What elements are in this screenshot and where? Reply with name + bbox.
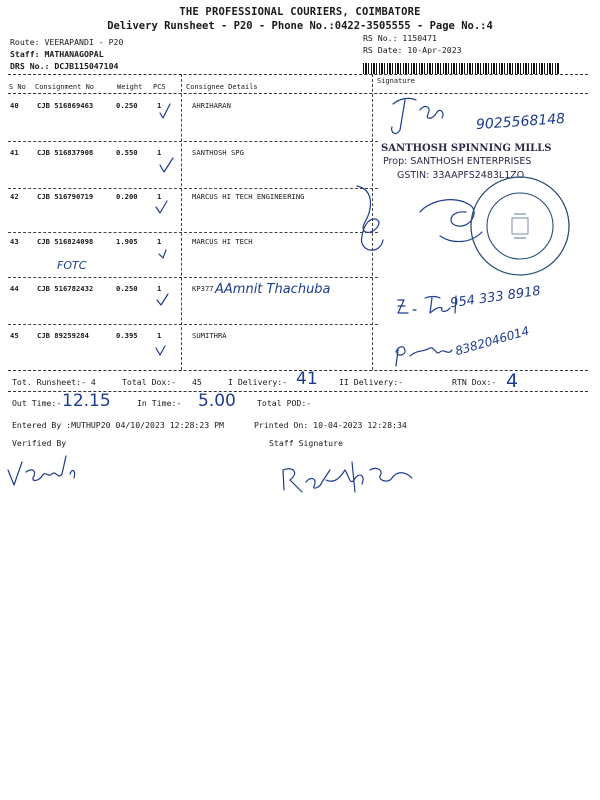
cell-sno: 41	[10, 148, 19, 157]
stamp-emblem-icon	[512, 218, 528, 234]
cell-weight: 0.200	[116, 192, 138, 201]
cell-pcs: 1	[157, 101, 162, 110]
tick-mark-icon	[160, 104, 170, 118]
total-dox-label: Total Dox:-	[122, 377, 177, 387]
signature-scribble	[420, 200, 482, 242]
stamp-gstin: GSTIN: 33AAPFS2483L1ZO	[397, 170, 525, 181]
rs-date: RS Date: 10-Apr-2023	[363, 45, 462, 55]
cell-consignment: CJB 516837908	[37, 148, 94, 157]
out-time-value: 12.15	[62, 391, 111, 411]
cell-weight: 0.550	[116, 148, 138, 157]
rtn-dox-value: 4	[506, 370, 519, 392]
stamp-company: SANTHOSH SPINNING MILLS	[381, 143, 552, 154]
signature-scribble	[8, 456, 75, 485]
round-stamp	[471, 177, 569, 275]
tick-mark-icon	[159, 250, 166, 258]
header-consignee: Consignee Details	[186, 83, 258, 91]
in-time-label: In Time:-	[137, 398, 182, 408]
rs-number: RS No.: 1150471	[363, 33, 437, 43]
cell-pcs: 1	[157, 192, 162, 201]
signature-scribble	[398, 296, 456, 313]
signature-scribble	[396, 347, 452, 366]
tick-mark-icon	[156, 201, 167, 213]
cell-pcs: 1	[157, 237, 162, 246]
staff-label: Staff: MATHANAGOPAL	[10, 49, 104, 59]
signature-scribble	[357, 186, 383, 250]
cell-weight: 0.395	[116, 331, 138, 340]
cell-consignee: KP377	[192, 284, 214, 293]
cell-consignment: CJB 516782432	[37, 284, 94, 293]
total-runsheet: Tot. Runsheet:- 4	[12, 377, 96, 387]
cell-weight: 0.250	[116, 284, 138, 293]
handwritten-receiver-name: AAmnit Thachuba	[215, 282, 331, 297]
i-delivery-label: I Delivery:-	[228, 377, 288, 387]
cell-weight: 0.250	[116, 101, 138, 110]
cell-pcs: 1	[157, 331, 162, 340]
handwritten-phone: 954 333 8918	[449, 283, 542, 312]
cell-weight: 1.905	[116, 237, 138, 246]
cell-consignee: SANTHOSH SPG	[192, 148, 244, 157]
cell-sno: 45	[10, 331, 19, 340]
verified-by-label: Verified By	[12, 438, 67, 448]
cell-consignment: CJB 516790719	[37, 192, 94, 201]
header-signature: Signature	[377, 77, 415, 85]
document-subtitle: Delivery Runsheet - P20 - Phone No.:0422-3505555 - Page No.:4	[107, 20, 493, 32]
entered-by: Entered By :MUTHUP20 04/10/2023 12:28:23 PM	[12, 420, 224, 430]
cell-sno: 42	[10, 192, 19, 201]
drs-number: DRS No.: DCJB115047104	[10, 61, 119, 71]
handwritten-phone: 8382046014	[453, 323, 531, 359]
tick-mark-icon	[156, 346, 165, 355]
cell-pcs: 1	[157, 148, 162, 157]
signature-scribble	[392, 98, 443, 133]
i-delivery-value: 41	[296, 369, 318, 389]
cell-consignee: MARCUS HI TECH ENGINEERING	[192, 192, 305, 201]
cell-sno: 40	[10, 101, 19, 110]
cell-consignment: CJB 516869463	[37, 101, 94, 110]
handwritten-phone: 9025568148	[475, 110, 566, 134]
cell-sno: 43	[10, 237, 19, 246]
header-weight: Weight	[117, 83, 143, 91]
in-time-value: 5.00	[198, 391, 236, 411]
cell-pcs: 1	[157, 284, 162, 293]
total-dox-value: 45	[192, 377, 202, 387]
tick-mark-icon	[160, 158, 173, 172]
header-sno: S No	[9, 83, 26, 91]
cell-consignee: AHRIHARAN	[192, 101, 231, 110]
cell-consignment: CJB 89259284	[37, 331, 89, 340]
total-pod-label: Total POD:-	[257, 398, 312, 408]
cell-consignment: CJB 516824098	[37, 237, 94, 246]
handwritten-note: FOTC	[57, 259, 87, 272]
tick-mark-icon	[157, 294, 168, 305]
ii-delivery-label: II Delivery:-	[339, 377, 404, 387]
header-consignment: Consignment No	[35, 83, 95, 91]
cell-consignee: MARCUS HI TECH	[192, 237, 253, 246]
out-time-label: Out Time:-	[12, 398, 62, 408]
rtn-dox-label: RTN Dox:-	[452, 377, 497, 387]
cell-sno: 44	[10, 284, 19, 293]
signature-scribble	[283, 462, 412, 492]
stamp-proprietor: Prop: SANTHOSH ENTERPRISES	[383, 156, 532, 167]
header-pcs: PCS	[153, 83, 166, 91]
document-title: THE PROFESSIONAL COURIERS, COIMBATORE	[179, 6, 421, 18]
cell-consignee: SUMITHRA	[192, 331, 227, 340]
printed-on: Printed On: 10-04-2023 12:28:34	[254, 420, 407, 430]
route-label: Route: VEERAPANDI - P20	[10, 37, 124, 47]
staff-signature-label: Staff Signature	[269, 438, 343, 448]
